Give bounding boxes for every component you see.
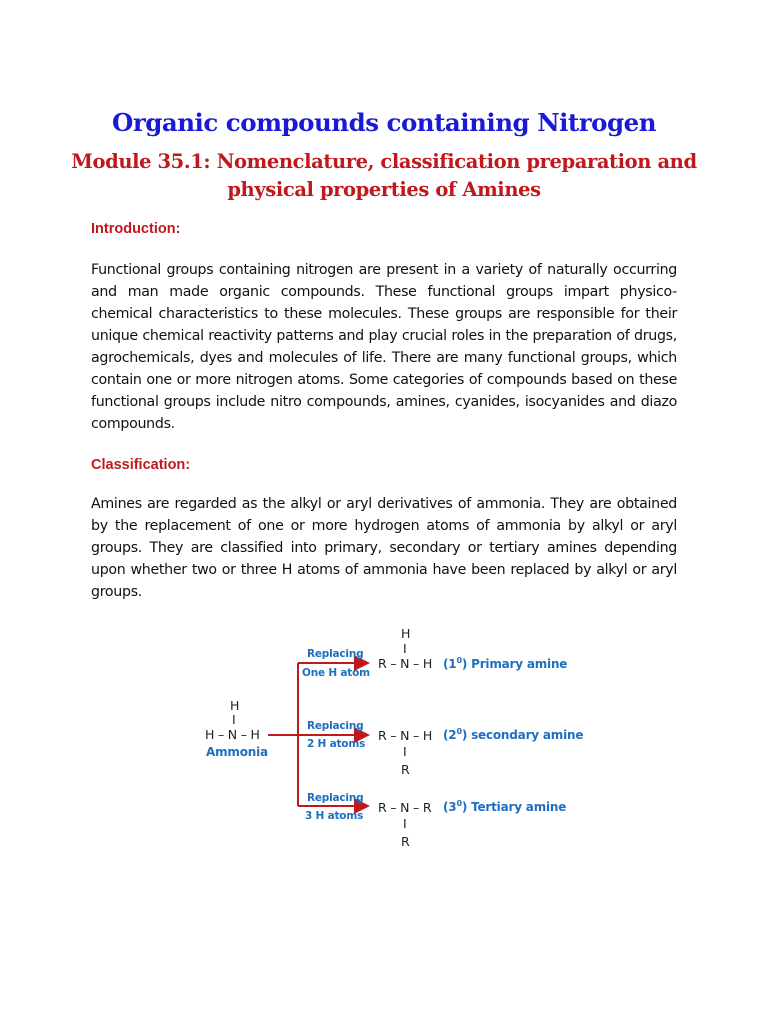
ammonia-bond: I [232, 712, 236, 727]
arrow-primary-label-bottom: One H atom [302, 667, 370, 679]
introduction-paragraph: Functional groups containing nitrogen are present in a variety of naturally occurring and man made organic compounds. These functional groups impart physico-chemical characteristics to these molecules. These groups are responsible for their unique chemical reactivity patterns and play crucial roles in the preparation of drugs, agrochemicals, dyes and molecules of life. There are many functional groups, which contain one or more nitrogen atoms. Some categories of compounds based on these functional groups include nitro compounds, amines, cyanides, isocyanides and diazo compounds. [91, 262, 677, 432]
classification-heading: Classification: [91, 457, 191, 473]
page-title: Organic compounds containing Nitrogen [111, 108, 657, 137]
primary-formula: R – N – H [378, 656, 433, 671]
primary-top-bond: I [403, 641, 407, 656]
tertiary-bottom-r: R [401, 834, 410, 849]
secondary-amine-label: $(2^0)$ secondary amine [443, 727, 584, 742]
secondary-bottom-bond: I [403, 744, 407, 759]
primary-top-h: H [401, 626, 411, 641]
secondary-formula: R – N – H [378, 728, 433, 743]
module-subtitle: Module 35.1: Nomenclature, classification preparation and physical properties of Amines [71, 150, 697, 201]
secondary-bottom-r: R [401, 762, 410, 777]
classification-paragraph: Amines are regarded as the alkyl or aryl derivatives of ammonia. They are obtained by the replacement of one or more hydrogen atoms of ammonia by alkyl or aryl groups. They are classified into primary, secondary or tertiary amines depending upon whether two or three H atoms of ammonia have been replaced by alkyl or aryl groups. [91, 496, 677, 600]
arrow-secondary-label-bottom: 2 H atoms [307, 738, 366, 750]
introduction-heading: Introduction: [91, 221, 181, 237]
ammonia-formula: H – N – H [205, 727, 260, 742]
ammonia-top-h: H [230, 698, 240, 713]
arrow-secondary-label-top: Replacing [307, 720, 364, 732]
arrow-tertiary-label-bottom: 3 H atoms [305, 810, 364, 822]
tertiary-formula: R – N – R [378, 800, 432, 815]
tertiary-amine-label: $(3^0)$ Tertiary amine [443, 799, 567, 814]
arrow-tertiary-label-top: Replacing [307, 792, 364, 804]
arrow-primary-label-top: Replacing [307, 648, 364, 660]
primary-amine-label: $(1^0)$ Primary amine [443, 656, 568, 671]
tertiary-bottom-bond: I [403, 816, 407, 831]
ammonia-label: Ammonia [206, 745, 268, 759]
amine-classification-diagram [0, 610, 768, 860]
